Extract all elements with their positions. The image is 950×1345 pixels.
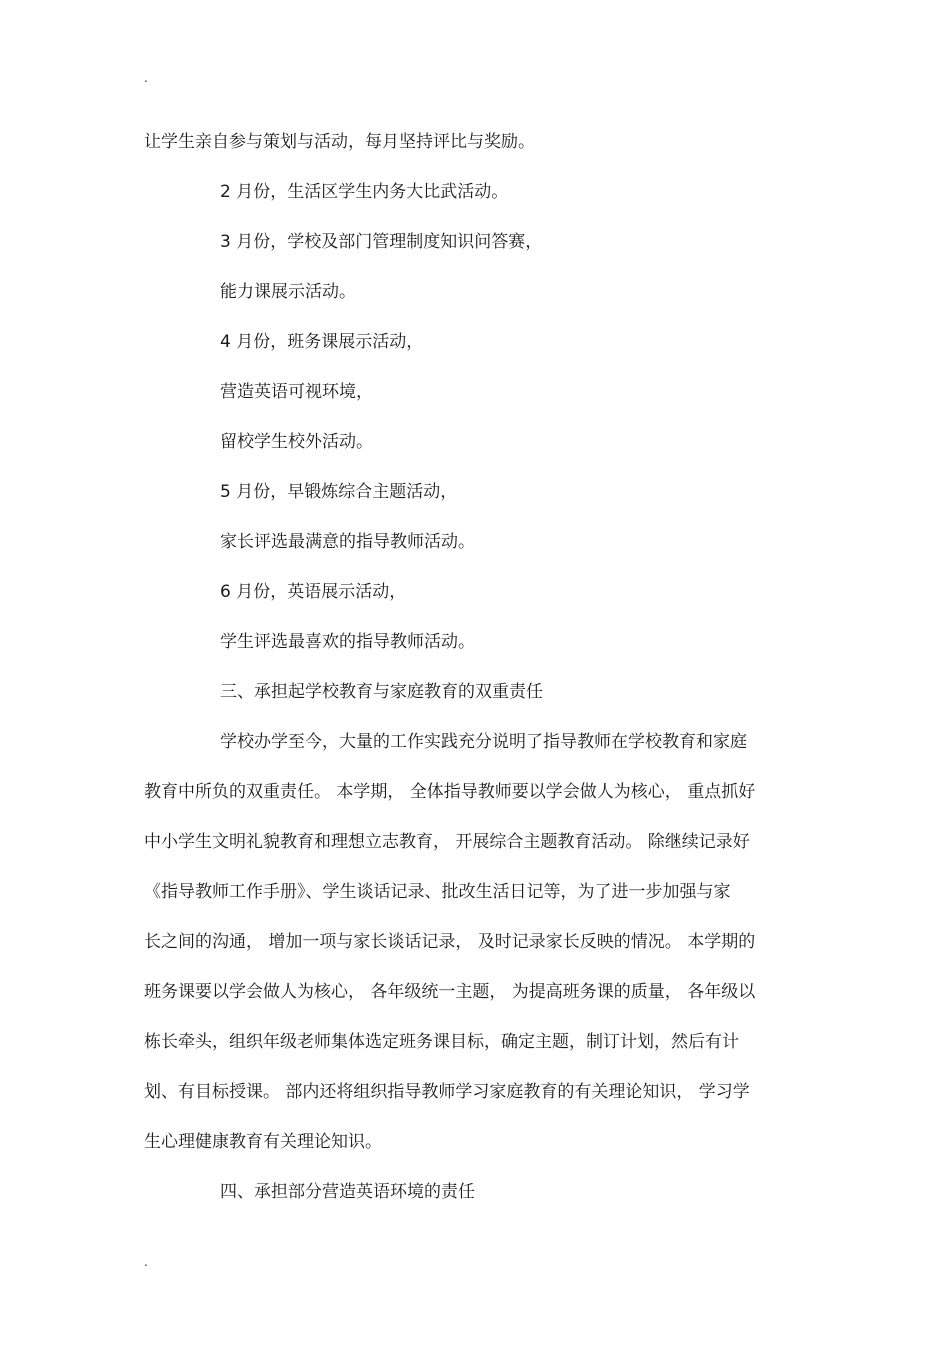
text-line: 2 月份，生活区学生内务大比武活动。: [220, 182, 509, 202]
text-line: 中小学生文明礼貌教育和理想立志教育， 开展综合主题教育活动。 除继续记录好: [144, 832, 750, 852]
text-line: 学生评选最喜欢的指导教师活动。: [220, 632, 475, 652]
paragraph-first-line: 学校办学至今，大量的工作实践充分说明了指导教师在学校教育和家庭: [220, 732, 747, 752]
text-line: 6 月份，英语展示活动，: [220, 582, 407, 602]
section-heading: 三、承担起学校教育与家庭教育的双重责任: [220, 682, 543, 702]
text-line: 4 月份，班务课展示活动，: [220, 332, 424, 352]
text-line: 家长评选最满意的指导教师活动。: [220, 532, 475, 552]
text-line: 3 月份，学校及部门管理制度知识问答赛，: [220, 232, 543, 252]
text-line: 栋长牵头，组织年级老师集体选定班务课目标，确定主题，制订计划，然后有计: [144, 1032, 739, 1052]
text-line: 能力课展示活动。: [220, 282, 356, 302]
text-line: 划、有目标授课。 部内还将组织指导教师学习家庭教育的有关理论知识， 学习学: [144, 1082, 750, 1102]
text-line: 教育中所负的双重责任。 本学期， 全体指导教师要以学会做人为核心， 重点抓好: [144, 782, 756, 802]
text-line: 留校学生校外活动。: [220, 432, 373, 452]
text-line: 班务课要以学会做人为核心， 各年级统一主题， 为提高班务课的质量， 各年级以: [144, 982, 756, 1002]
text-line: 5 月份，早锻炼综合主题活动，: [220, 482, 458, 502]
text-line: 长之间的沟通， 增加一项与家长谈话记录， 及时记录家长反映的情况。 本学期的: [144, 932, 756, 952]
text-line: 《指导教师工作手册》、学生谈话记录、批改生活日记等，为了进一步加强与家: [144, 882, 731, 902]
text-line: 生心理健康教育有关理论知识。: [144, 1132, 382, 1152]
text-line: 让学生亲自参与策划与活动，每月坚持评比与奖励。: [144, 132, 535, 152]
section-heading: 四、承担部分营造英语环境的责任: [220, 1182, 475, 1202]
footer-mark: .: [144, 1255, 148, 1269]
text-line: 营造英语可视环境，: [220, 382, 373, 402]
header-mark: .: [144, 71, 148, 85]
